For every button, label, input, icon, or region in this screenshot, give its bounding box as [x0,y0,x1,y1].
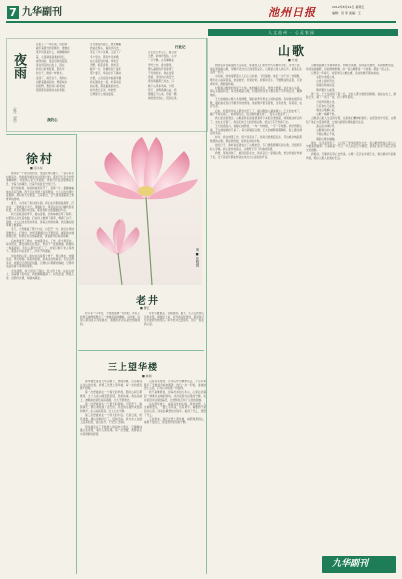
column-separator-1 [76,134,77,574]
right-article-col-1: 我的家乡在皖南的大山深处，那里的人们世世代代以种田为生。劳作之余，他们喜欢唱山歌，用歌声表达自己的喜怒哀乐。山歌是山里人的心声，是他们生活的一部分。 小时候，我常常跟着大人们上山砍柴，下田插秧。他们一边干活一边唱歌，歌声在山谷间回荡，此起彼伏，非常好听。我那时还小，不懂歌词的意思，只觉得好听，便跟着哼唱。 村里唱山歌最好的是王大伯。他的嗓音洪亮，穿透力很强，站在这山头唱，那山头都能听见。每当他唱起山歌，村里的男女老少都会停下手中的活计，静静地听。 王大伯唱的山歌大多是情歌，唱的是青年男女之间的爱情。有时候也唱劳动歌，唱的是农民们辛勤劳作的情景。他的歌声里有喜悦，也有忧伤，有希望，也有无奈。 后来，村里的年轻人都外出打工了，唱山歌的人越来越少。王大伯也老了，嗓子不如从前了。他常常叹息，说山歌快要失传了，没有人愿意学了。 我心里也很难过。山歌是我们祖祖辈辈传下来的宝贵财富，如果就这样失传了，实在太可惜了。我决定向王大伯学唱山歌，把这门手艺传承下去。 王大伯很高兴，他耐心地教我，一句一句地唱，一字一字地教。我学得很认真，不久就能唱好几首了。每当我唱起山歌，王大伯就眯着眼睛听，脸上露出满意的笑容。 如今，我在城里工作，很少回家乡了。但每当我想起家乡，耳边就会响起那熟悉的山歌。那是我的根，是我永远的乡愁。 前些日子，我听说县里成立了山歌协会，专门搜集整理民间山歌，还组织年轻人学唱。我心里非常高兴，山歌终于有了传承的希望。 我想，等我退休了，就回到家乡去，和乡亲们一起唱山歌，把这份美好传承下去，让子孙后代都能听到这来自大山深处的声音。 [210,64,302,159]
bottom-article-title: 三上望华楼 [108,363,159,373]
poem-block [6,38,208,132]
center-article-col-2: 井水冬暖夏凉，甘甜清冽。夏天，大人们把西瓜吊进井里，傍晚捞上来，切开来凉丝丝的，那是我记忆中最好吃的西瓜。如今老井已经废弃，但它一直在我心里。 [144,312,204,326]
lotus-image [78,135,202,285]
lotus-photo [78,135,202,285]
poem-col-2: 月光照在河面上，波光粼粼 我站在桥头，看流水远去， 带走了多少往事，又留下了 多少思念，那些岁月如歌， 在心底轻轻吟唱。风吹过 田野，稻花香里，我听见 蛙声一片，仿佛回到了童年 那个夏天，母亲在灯下缝补 衣裳，父亲在院中抽着旱烟 我们围坐在一起，听着远处 的山歌，那是最美的时光。 如今我已走远，却依然 记得那片土地的温度。 [90,43,122,97]
date-line: 2012年8月24日 星期五 [332,5,365,9]
bottom-article-col-1: 望华楼坐落在九华山脚下，登楼远眺，可以看到九华山的全貌。我曾三次登上望华楼，每一次的感受都不相同。 第一次登楼是在一个春天的早晨。那时山间云雾缭绕，九十九座山峰若隐若现，宛如仙境。我站在楼上，被眼前的景色深深震撼，久久不愿离去。 第二次登楼是在一个夏天的傍晚。夕阳西下，晚霞满天，群山被染成了金红色。远处的寺庙传来悠扬的钟声，在山谷间回荡，让人心生宁静。 第三次登楼是在一个秋天的午后。天高云淡，秋风送爽，满山的枫叶红了，层林尽染。我与友人在楼上品茶论道，谈古说今，不觉日已西斜。 望华楼见证了无数游人的到来与离去，它静静地矗立在那里，看尽人间沧桑。每一次登楼，我都能从中获得新的感悟。 [80,380,142,436]
photo-caption: 荷 ■ 张晓摄 [195,248,199,267]
poem-title: 夜雨 [11,53,26,79]
left-article-byline: ■ 章小东 [30,166,43,170]
center-article-col-1: 村口有一口老井，不知道是哪一年挖的，井沿上的青石被绳索磨出了一道道深深的槽痕。小时候，村里人都到这口井里挑水，清晨的井边总是热热闹闹的。 [80,312,140,326]
editor-line: 编辑：吴 李 美编：王 [332,11,361,15]
center-article-byline: ■ 曹红 [140,306,150,310]
footer-stamp [322,556,396,573]
section-title: 九华副刊 [22,7,62,18]
section-banner [208,29,398,36]
column-separator-2 [206,38,207,574]
bottom-article-col-2: 山是有灵性的。九华山作为佛教名山，千百年来吸引了无数信众前来朝拜。他们一步一叩首，虔诚地登上山顶，只为心中的那一份信仰。 我不是佛教徒，但每次来到九华山，心里总会涌起一种难以言喻的感动。也许是因为这里的宁静，也许是因为这里的慈悲，让我暂时忘却了尘世的烦恼。 站在望华楼上，看着远处的山峰，我常常想，人生就像登山，一路上有风景，也有艰辛。重要的不是到达山顶，而是在攀登的过程中，看到了什么，感悟了什么。 下次再来，我还会登上望华楼，看那熟悉的山，看那不变的云，感受那份永恒的宁静。 [144,380,206,425]
right-article-byline: ■ 方成 [288,58,298,62]
footer-stamp-text: 九华副刊 [332,559,369,569]
poem-subtitle: （外二首） [13,105,18,125]
poem-col-3: 行走在九华山下，看云卷 云舒，听钟声悠扬，心中 一片宁静。古寺掩映在 翠竹之中，香火缭绕， 僧人诵经的声音穿透了 千年的时光。我在这里 停留，寻找内心的安宁， 那些喧嚣都已远去，只 剩下山风和鸟鸣。夕阳 西下，余晖洒满山谷，我 慢慢走下山来，带着一颗 被洗涤过的心，回到尘世。 [148,51,180,101]
center-article-title: 老井 [136,296,160,307]
left-article-body: 徐村是一个很小的村庄，坐落在青山脚下，一条小河从村前流过。我的童年就是在这里度过的，那些记忆至今仍然清晰如昨。村里的人家大多姓徐，世世代代在这里繁衍生息，守着几亩薄田，过着平淡而安宁的日子。 春天的时候，村前的油菜花开了，金黄一片，蜜蜂嗡嗡地在花间飞舞。孩子们在田埂上追逐嬉戏，大人们在田里忙着春耕。那时的天空很蓝，云朵很白，空气里弥漫着泥土和青草的香味。 夏天，小河成了我们的乐园。我们在河里摸鱼捉虾，打水仗，一玩就是大半天。傍晚时分，母亲站在村口喊我回家吃饭，声音在暮色中回荡，那是我听过最温暖的声音。 秋天是收获的季节，稻谷金黄，沉甸甸地压弯了稻秆。村里的人们忙着收割，打谷场上堆满了稻草，晒满了谷子。夜晚，大人们坐在场边乘凉，讲着古老的故事，我们躺在稻草堆上数星星。 冬天，大雪覆盖了整个村庄，白茫茫一片。我们在雪地里堆雪人、打雪仗，冻得手脚通红也不愿回家。屋里的火塘烧得正旺，奶奶在火边纳着鞋底，讲着她年轻时的故事。 后来我离开了徐村，去城里读书、工作，很少再回去。每次回去，都发现村庄在变化，老房子一座座倒塌，新楼房一栋栋建起，年轻人都外出打工了，村里只剩下老人和孩子。那条小河也变窄了，河水不再清澈。 但在我的心里，徐村永远是那个样子，青山绿水，炊烟袅袅，鸡犬相闻。那是我的根，是我永远的故乡。无论走得多远，我都会记得回家的路，记得村口那棵老槐树，记得母亲站在树下等我的身影。 今年清明，我又回到了徐村，给父母上坟。站在山坡上，望着脚下的村庄，我的眼睛湿润了。时光流逝，物是人非，但那份乡情，却越来越浓。 [6,172,74,280]
left-article-title: 徐村 [26,152,55,166]
right-article-col-2: 山歌的曲调大多简单质朴，却饱含深情。有的高亢激昂，有的婉转悠扬，有的诙谐幽默，有的缠绵悱恻。每一首山歌都是一个故事，都是一段人生。 记得有一年春天，村里举行山歌比赛，各村的歌手都来参加。 太阳出来照山岗， 山岗上面好风光， 哥哥砍柴妹采茶， 歌声飘过九重冈。 那一次，王大伯获得了第一名，全村人都为他感到骄傲。他站在台上，满脸红光，唱了一首又一首，台下掌声雷动。 月亮弯弯照九州， 几家欢乐几家愁， 唱支山歌解心闷， 山歌一唱解千愁。 山歌是山里人生活的写照，也是他们精神的寄托。在艰苦的岁月里，山歌给了他们力量和希望，让他们能够乐观地面对生活。 高山流水响叮咚， 山歌唱出好心情， 不唱山歌心不快， 唱起山歌乐融融。 现在，生活条件好了，人们有了更多的娱乐方式，但山歌依然是山里人心中最美的旋律。它承载着一代又一代人的记忆与情感，是我们永远不能忘记的文化根脉。 我相信，只要我们用心去传承，山歌一定会永远唱下去，唱出新时代的新风貌，唱出山里人的美好生活。 [306,64,396,160]
poem-col-1: 夜里下了一场小雨，轻轻地 敲打着窗外的芭蕉叶，像谁在 低声诉说着什么，我静静地听 着，心里满是温柔的回忆。 雨丝斜斜，落在旧时的院落， 落在母亲的白发上，落在 我远行的背影里，那些年 的日子，像雨一样绵长。 夜深了，雨还在下，我的心 也跟着湿润起来，想起故乡 的田野，想起村口的老树， 想起那些渐渐远去的身影。 [36,43,70,93]
bottom-article-divider [78,350,204,351]
bottom-article-byline: ■ 林桢 [142,374,152,378]
page-number-box [7,6,19,19]
page-number: 7 [9,6,17,19]
masthead-rule [6,21,396,23]
right-article-title: 山歌 [278,44,307,58]
banner-text: 人文池州 · 心灵家园 [268,30,315,35]
poem-heading-bottom: 我的心 [47,118,58,122]
newspaper-logo: 池州日报 [268,6,316,19]
left-article-divider [6,134,76,135]
poem-heading-right: 行此记 [175,45,186,49]
